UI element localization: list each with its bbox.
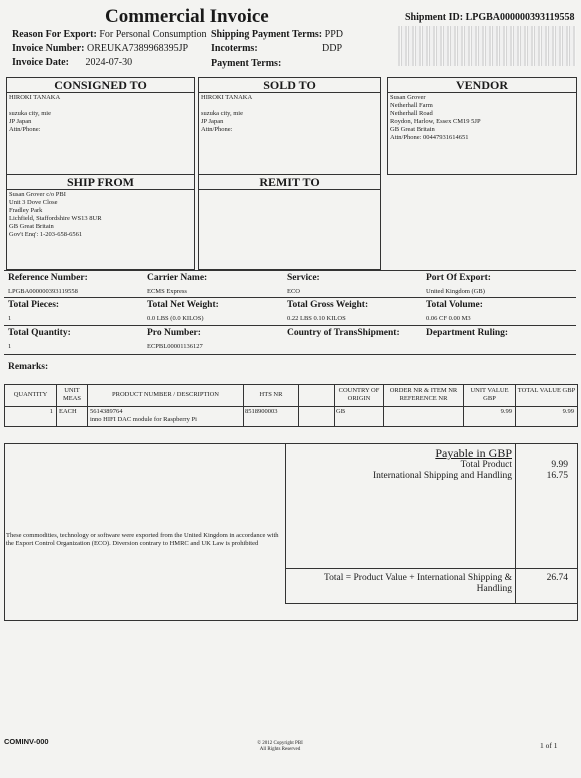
payment-terms: Payment Terms: [211, 58, 282, 69]
col-header-unit-meas: UNIT MEAS [62, 387, 82, 402]
reason-value: For Personal Consumption [99, 29, 207, 40]
form-id: COMINV-000 [4, 737, 49, 746]
row-unit-value: 9.99 [500, 408, 512, 415]
carrier-name-label: Carrier Name: [147, 273, 208, 283]
shipping-terms-value: PPD [324, 29, 343, 40]
consigned-to-box [6, 77, 195, 175]
export-control-notice: These commodities, technology or software were exported from the United Kingdom in accordance with the Export Control Organization (ECO). Diversion contrary to HMRC and UK Law is prohibited [6, 532, 279, 547]
remarks-label: Remarks: [8, 362, 49, 372]
department-ruling-label: Department Ruling: [426, 328, 509, 338]
info-top-rule [4, 270, 576, 271]
row-product-number: 5614389764 [90, 408, 123, 415]
table-top-rule [4, 384, 578, 385]
totals-top-rule [4, 443, 578, 444]
carrier-name-value: ECMS Express [147, 288, 187, 295]
copyright: © 2012 Copyright PBI All Rights Reserved [257, 741, 303, 752]
incoterms-value: DDP [322, 43, 343, 54]
total-net-weight-value: 0.0 LBS (0.0 KILOS) [147, 315, 204, 322]
shipment-id-value: LPGBA000000393119558 [465, 12, 575, 23]
invoice-date-value: 2024-07-30 [85, 57, 133, 68]
vendor-address: Susan Grover Netherhall Farm Netherhall Road Roydon, Harlow, Essex CM19 5JP GB Great Britain Attn/Phone: 00447931614651 [390, 94, 481, 141]
total-pieces-label: Total Pieces: [8, 300, 60, 310]
ship-from-title: SHIP FROM [7, 175, 194, 190]
row-hts: 8518900003 [245, 408, 278, 415]
vendor-title: VENDOR [388, 78, 576, 93]
row-description: innо HIFI DAC module for Raspberry Pi [90, 416, 197, 423]
row-unit-meas: EACH [59, 408, 77, 415]
info-rule-1 [4, 297, 576, 298]
total-net-weight-label: Total Net Weight: [147, 300, 219, 310]
total-gross-weight-label: Total Gross Weight: [287, 300, 369, 310]
payable-label: Payable in GBP [435, 446, 512, 460]
info-rule-2 [4, 325, 576, 326]
shipment-id-label: Shipment ID: [405, 12, 464, 23]
shipment-id [405, 12, 574, 23]
grand-total-bottom-rule [285, 603, 577, 604]
port-of-export-label: Port Of Export: [426, 273, 491, 283]
sold-to-address: HIROKI TANAKA suzuka city, mie JP Japan Attn/Phone: [201, 94, 253, 133]
sold-to-box [198, 77, 381, 175]
invoice-date: Invoice Date: 2024-07-30 [12, 57, 133, 68]
page-number: 1 of 1 [540, 741, 558, 750]
remit-to-box [198, 174, 381, 270]
col-header-product: PRODUCT NUMBER / DESCRIPTION [112, 391, 219, 398]
service-value: ECO [287, 288, 300, 295]
ship-from-address: Susan Grover c/o PBI Unit 3 Dove Close Fradley Park Lichfield, Staffordshire WS13 8UR GB Great Britain Gov't Enq': 1-203-658-6561 [9, 191, 102, 238]
vendor-box [387, 77, 577, 175]
consigned-to-title: CONSIGNED TO [7, 78, 194, 93]
pro-number-value: ECPBL00001136127 [147, 343, 203, 350]
shipping-label: International Shipping and Handling [372, 471, 512, 481]
total-volume-label: Total Volume: [426, 300, 483, 310]
incoterms: Incoterms: [211, 43, 258, 54]
invoice-number-value: OREUKA7389968395JP [87, 43, 189, 54]
col-header-unit-value: UNIT VALUE GBP [470, 387, 509, 402]
grand-total-value: 26.74 [546, 573, 568, 583]
remit-to-title: REMIT TO [199, 175, 380, 190]
port-of-export-value: United Kingdom (GB) [426, 288, 485, 295]
ship-from-box [6, 174, 195, 270]
total-quantity-value: 1 [8, 343, 12, 350]
table-bottom-rule [4, 426, 578, 427]
total-product-label: Total Product [460, 460, 512, 470]
total-volume-value: 0.06 CF 0.00 M3 [426, 315, 471, 322]
sold-to-title: SOLD TO [199, 78, 380, 93]
total-pieces-value: 1 [8, 315, 12, 322]
reason-for-export: Reason For Export: For Personal Consumption [12, 29, 207, 40]
col-header-quantity: QUANTITY [13, 391, 48, 398]
total-quantity-label: Total Quantity: [8, 328, 71, 338]
table-header-rule [4, 406, 578, 407]
grand-total-top-rule [285, 568, 577, 569]
totals-bottom-rule [4, 620, 578, 621]
info-rule-3 [4, 354, 576, 355]
invoice-number: Invoice Number: OREUKA7389968395JP [12, 43, 189, 54]
grand-total-label: Total = Product Value + International Shipping & Handling [324, 573, 512, 594]
reference-number-value: LPGBA000000393119558 [8, 288, 78, 295]
shipping-payment-terms: Shipping Payment Terms: PPD [211, 29, 343, 40]
service-label: Service: [287, 273, 320, 283]
reference-number-label: Reference Number: [8, 273, 88, 283]
col-header-origin: COUNTRY OF ORIGIN [338, 387, 380, 402]
total-gross-weight-value: 0.22 LBS 0.10 KILOS [287, 315, 346, 322]
document-title: Commercial Invoice [105, 6, 269, 27]
col-header-total-value: TOTAL VALUE GBP [517, 387, 576, 394]
transhipment-label: Country of TransShipment: [287, 328, 400, 338]
consigned-to-address: HIROKI TANAKA suzuka city, mie JP Japan Attn/Phone: [9, 94, 61, 133]
shipping-value: 16.75 [546, 471, 568, 481]
col-header-hts: HTS NR [259, 391, 283, 398]
pro-number-label: Pro Number: [147, 328, 201, 338]
total-product-value: 9.99 [551, 460, 568, 470]
row-total-value: 9.99 [562, 408, 574, 415]
col-header-order-ref: ORDER NR & ITEM NR REFERENCE NR [389, 387, 458, 402]
row-origin: GB [336, 408, 346, 415]
barcode [398, 26, 576, 66]
row-quantity: 1 [49, 408, 53, 415]
